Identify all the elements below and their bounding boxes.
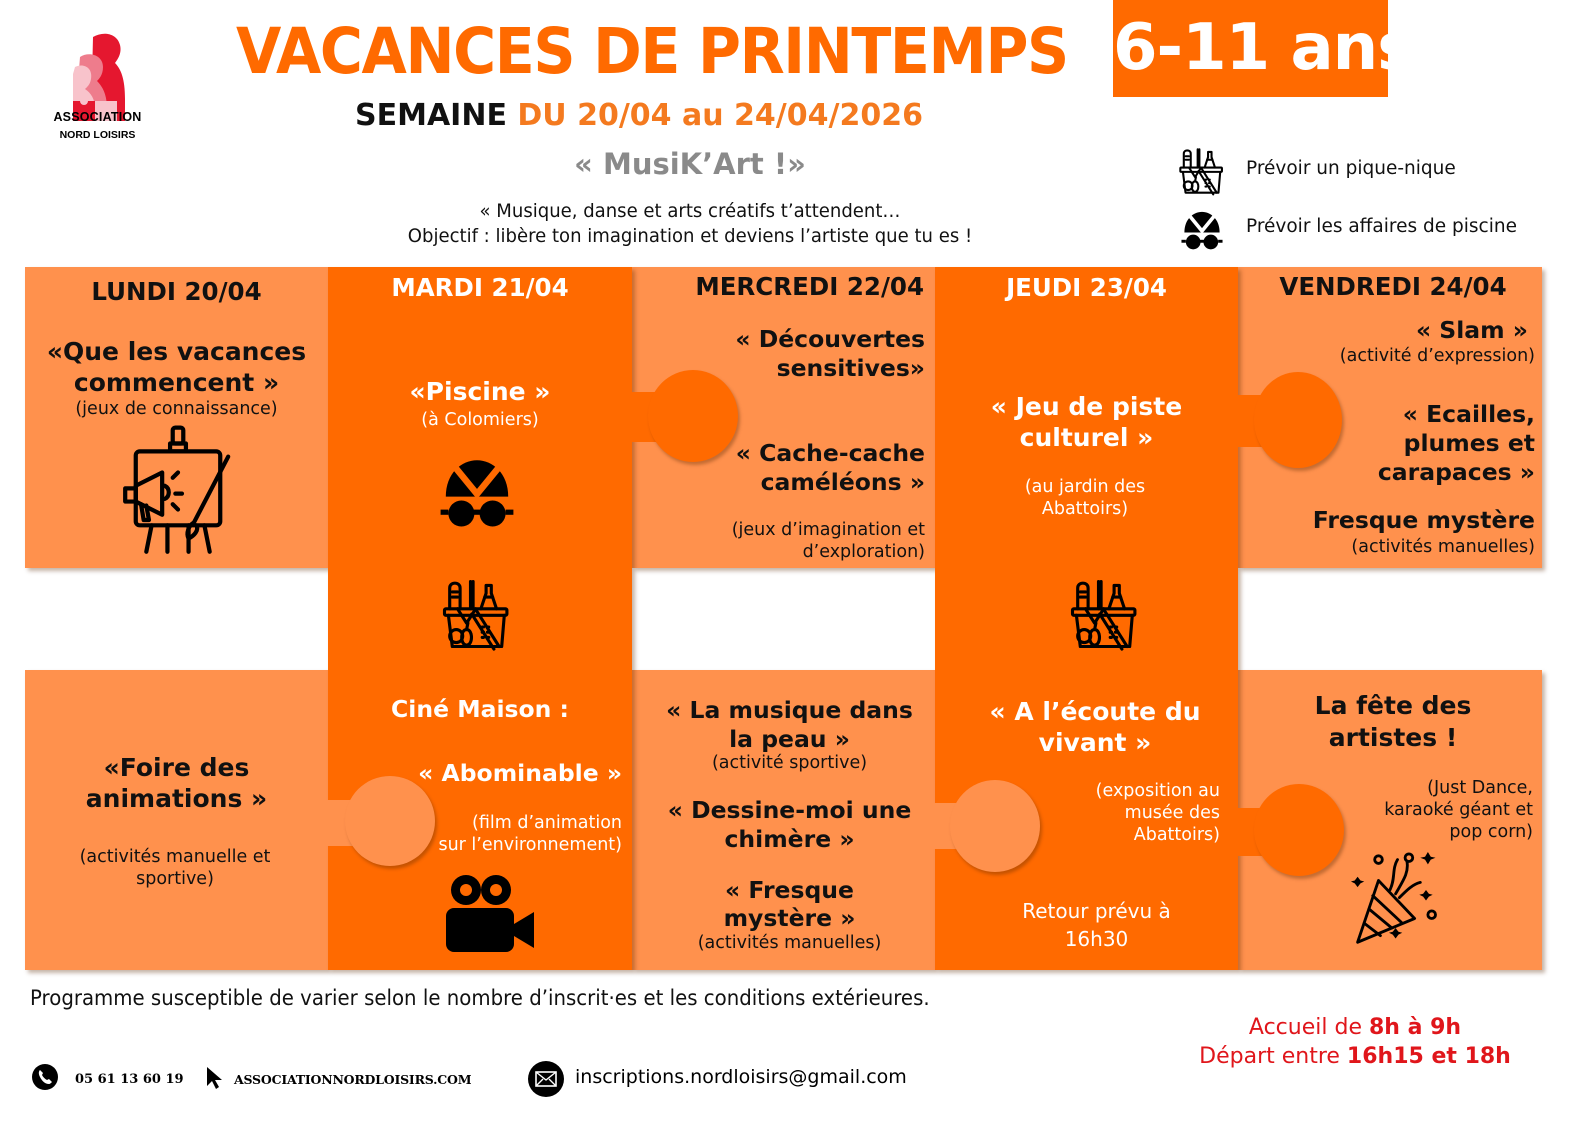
logo-text-nord-loisirs: NORD LOISIRS bbox=[59, 129, 136, 141]
activity-title-line-2: artistes ! bbox=[1328, 723, 1458, 752]
activity-title-line-1: « La musique dans bbox=[666, 696, 913, 724]
activity-title-line-2: plumes et bbox=[1403, 429, 1535, 457]
activity-subtitle: (jeux de connaissance) bbox=[75, 399, 278, 419]
program-disclaimer: Programme susceptible de varier selon le nombre d’inscrit·es et les conditions extérieures. bbox=[30, 986, 930, 1010]
swim-cap-goggles-icon bbox=[1180, 208, 1224, 254]
activity-subtitle: (activités manuelle et sportive) bbox=[79, 847, 271, 889]
activity-title-line-2: sensitives» bbox=[776, 354, 925, 382]
departure-label: Départ entre bbox=[1199, 1044, 1347, 1069]
activity-subtitle-line-2: musée des bbox=[1124, 803, 1220, 823]
week-theme: « MusiK’Art !» bbox=[574, 147, 806, 181]
intro-text bbox=[320, 199, 1061, 249]
activity-subtitle: (activité d’expression) bbox=[1339, 346, 1535, 366]
picnic-basket-icon bbox=[1062, 575, 1148, 653]
page-title: VACANCES DE PRINTEMPS bbox=[236, 15, 1068, 88]
swim-cap-goggles-icon bbox=[436, 455, 518, 533]
day-header-tuesday: MARDI 21/04 bbox=[391, 273, 569, 302]
activity-subtitle: (à Colomiers) bbox=[421, 410, 539, 430]
activity-subtitle-line-1: (au jardin des bbox=[1024, 477, 1146, 497]
activity-subtitle-line-1: (jeux d’imagination et bbox=[731, 520, 925, 540]
activity-subtitle-line-1: (Just Dance, bbox=[1427, 778, 1533, 798]
activity-subtitle-line-1: (film d’animation bbox=[472, 813, 622, 833]
activity-title-line-1: « Jeu de piste bbox=[990, 392, 1183, 421]
activity-heading: Ciné Maison : bbox=[391, 695, 569, 723]
activity-title-line-1: La fête des bbox=[1314, 691, 1472, 720]
departure-value: 16h15 et 18h bbox=[1346, 1044, 1511, 1069]
age-badge: 6-11 ans bbox=[1113, 11, 1415, 85]
activity-subtitle: (activité sportive) bbox=[711, 753, 868, 773]
activity-title-line-2: culturel » bbox=[1019, 423, 1154, 452]
activity-title: «Foire des animations » bbox=[85, 753, 268, 813]
intro-line-1: « Musique, danse et arts créatifs t’attendent… bbox=[479, 200, 901, 222]
picnic-basket-icon bbox=[434, 575, 520, 653]
activity-title-line-2: chimère » bbox=[724, 825, 855, 853]
cursor-pointer-icon bbox=[205, 1066, 223, 1090]
phone-icon bbox=[31, 1063, 59, 1091]
activity-subtitle: (activités manuelles) bbox=[697, 933, 882, 953]
return-note-line-1: Retour prévu à bbox=[1022, 899, 1171, 923]
activity-subtitle-line-2: d’exploration) bbox=[802, 542, 925, 562]
email-icon bbox=[527, 1060, 565, 1098]
email-link[interactable]: inscriptions.nordloisirs@gmail.com bbox=[575, 1066, 907, 1088]
activity-subtitle-line-3: pop corn) bbox=[1449, 822, 1533, 842]
arrival-hours bbox=[1150, 1013, 1560, 1042]
activity-title-line-1: « Ecailles, bbox=[1402, 400, 1535, 428]
legend-picnic-label: Prévoir un pique-nique bbox=[1246, 158, 1456, 179]
week-label: SEMAINE bbox=[355, 98, 507, 133]
movie-camera-icon bbox=[444, 872, 536, 954]
return-note-line-2: 16h30 bbox=[1064, 927, 1129, 951]
activity-subtitle: (activités manuelles) bbox=[1351, 537, 1535, 557]
intro-line-2: Objectif : libère ton imagination et deviens l’artiste que tu es ! bbox=[407, 225, 973, 247]
activity-title-line-1: « Dessine-moi une bbox=[667, 796, 912, 824]
logo-text-association: ASSOCIATION bbox=[53, 110, 142, 124]
website-link[interactable]: ASSOCIATIONNORDLOISIRS.COM bbox=[234, 1072, 472, 1087]
arrival-label: Accueil de bbox=[1248, 1015, 1369, 1040]
day-header-thursday: JEUDI 23/04 bbox=[1006, 273, 1167, 302]
legend-pool-label: Prévoir les affaires de piscine bbox=[1246, 216, 1517, 237]
activity-title-line-1: « Découvertes bbox=[735, 325, 925, 353]
activity-title: «Que les vacances commencent » bbox=[46, 337, 307, 397]
activity-title: Fresque mystère bbox=[1312, 506, 1535, 534]
day-header-monday: LUNDI 20/04 bbox=[91, 277, 262, 306]
week-range: DU 20/04 au 24/04/2026 bbox=[517, 98, 923, 133]
day-header-friday: VENDREDI 24/04 bbox=[1279, 272, 1507, 301]
activity-subtitle-line-2: sur l’environnement) bbox=[438, 835, 622, 855]
activity-subtitle-line-1: (exposition au bbox=[1095, 781, 1220, 801]
activity-title-line-1: « Fresque bbox=[725, 876, 854, 904]
association-logo bbox=[45, 14, 155, 144]
activity-title-line-2: la peau » bbox=[729, 725, 850, 753]
activity-subtitle-line-2: Abattoirs) bbox=[1041, 499, 1129, 519]
activity-title-line-2: mystère » bbox=[723, 904, 856, 932]
activity-title-line-1: « Cache-cache bbox=[735, 439, 925, 467]
opening-hours bbox=[1150, 1013, 1560, 1071]
party-popper-icon bbox=[1350, 852, 1445, 947]
activity-title: « Slam » bbox=[1415, 316, 1528, 344]
activity-title-line-1: « A l’écoute du bbox=[989, 697, 1201, 726]
activity-subtitle-line-2: karaoké géant et bbox=[1384, 800, 1533, 820]
activity-title-line-3: carapaces » bbox=[1377, 458, 1535, 486]
activity-title-line-2: vivant » bbox=[1038, 728, 1152, 757]
arrival-value: 8h à 9h bbox=[1368, 1015, 1462, 1040]
puzzle-knob bbox=[1254, 784, 1344, 876]
activity-title-line-2: caméléons » bbox=[760, 468, 925, 496]
easel-megaphone-brush-icon bbox=[112, 425, 244, 557]
day-header-wednesday: MERCREDI 22/04 bbox=[695, 272, 924, 301]
puzzle-knob bbox=[950, 780, 1040, 872]
monday-afternoon-card bbox=[25, 670, 328, 970]
phone-number[interactable]: 05 61 13 60 19 bbox=[75, 1072, 184, 1087]
activity-title: «Piscine » bbox=[409, 377, 551, 406]
week-dates bbox=[355, 96, 923, 136]
picnic-basket-icon bbox=[1176, 145, 1228, 197]
activity-subtitle-line-3: Abattoirs) bbox=[1133, 825, 1220, 845]
departure-hours bbox=[1150, 1042, 1560, 1071]
activity-title: « Abominable » bbox=[418, 759, 622, 787]
